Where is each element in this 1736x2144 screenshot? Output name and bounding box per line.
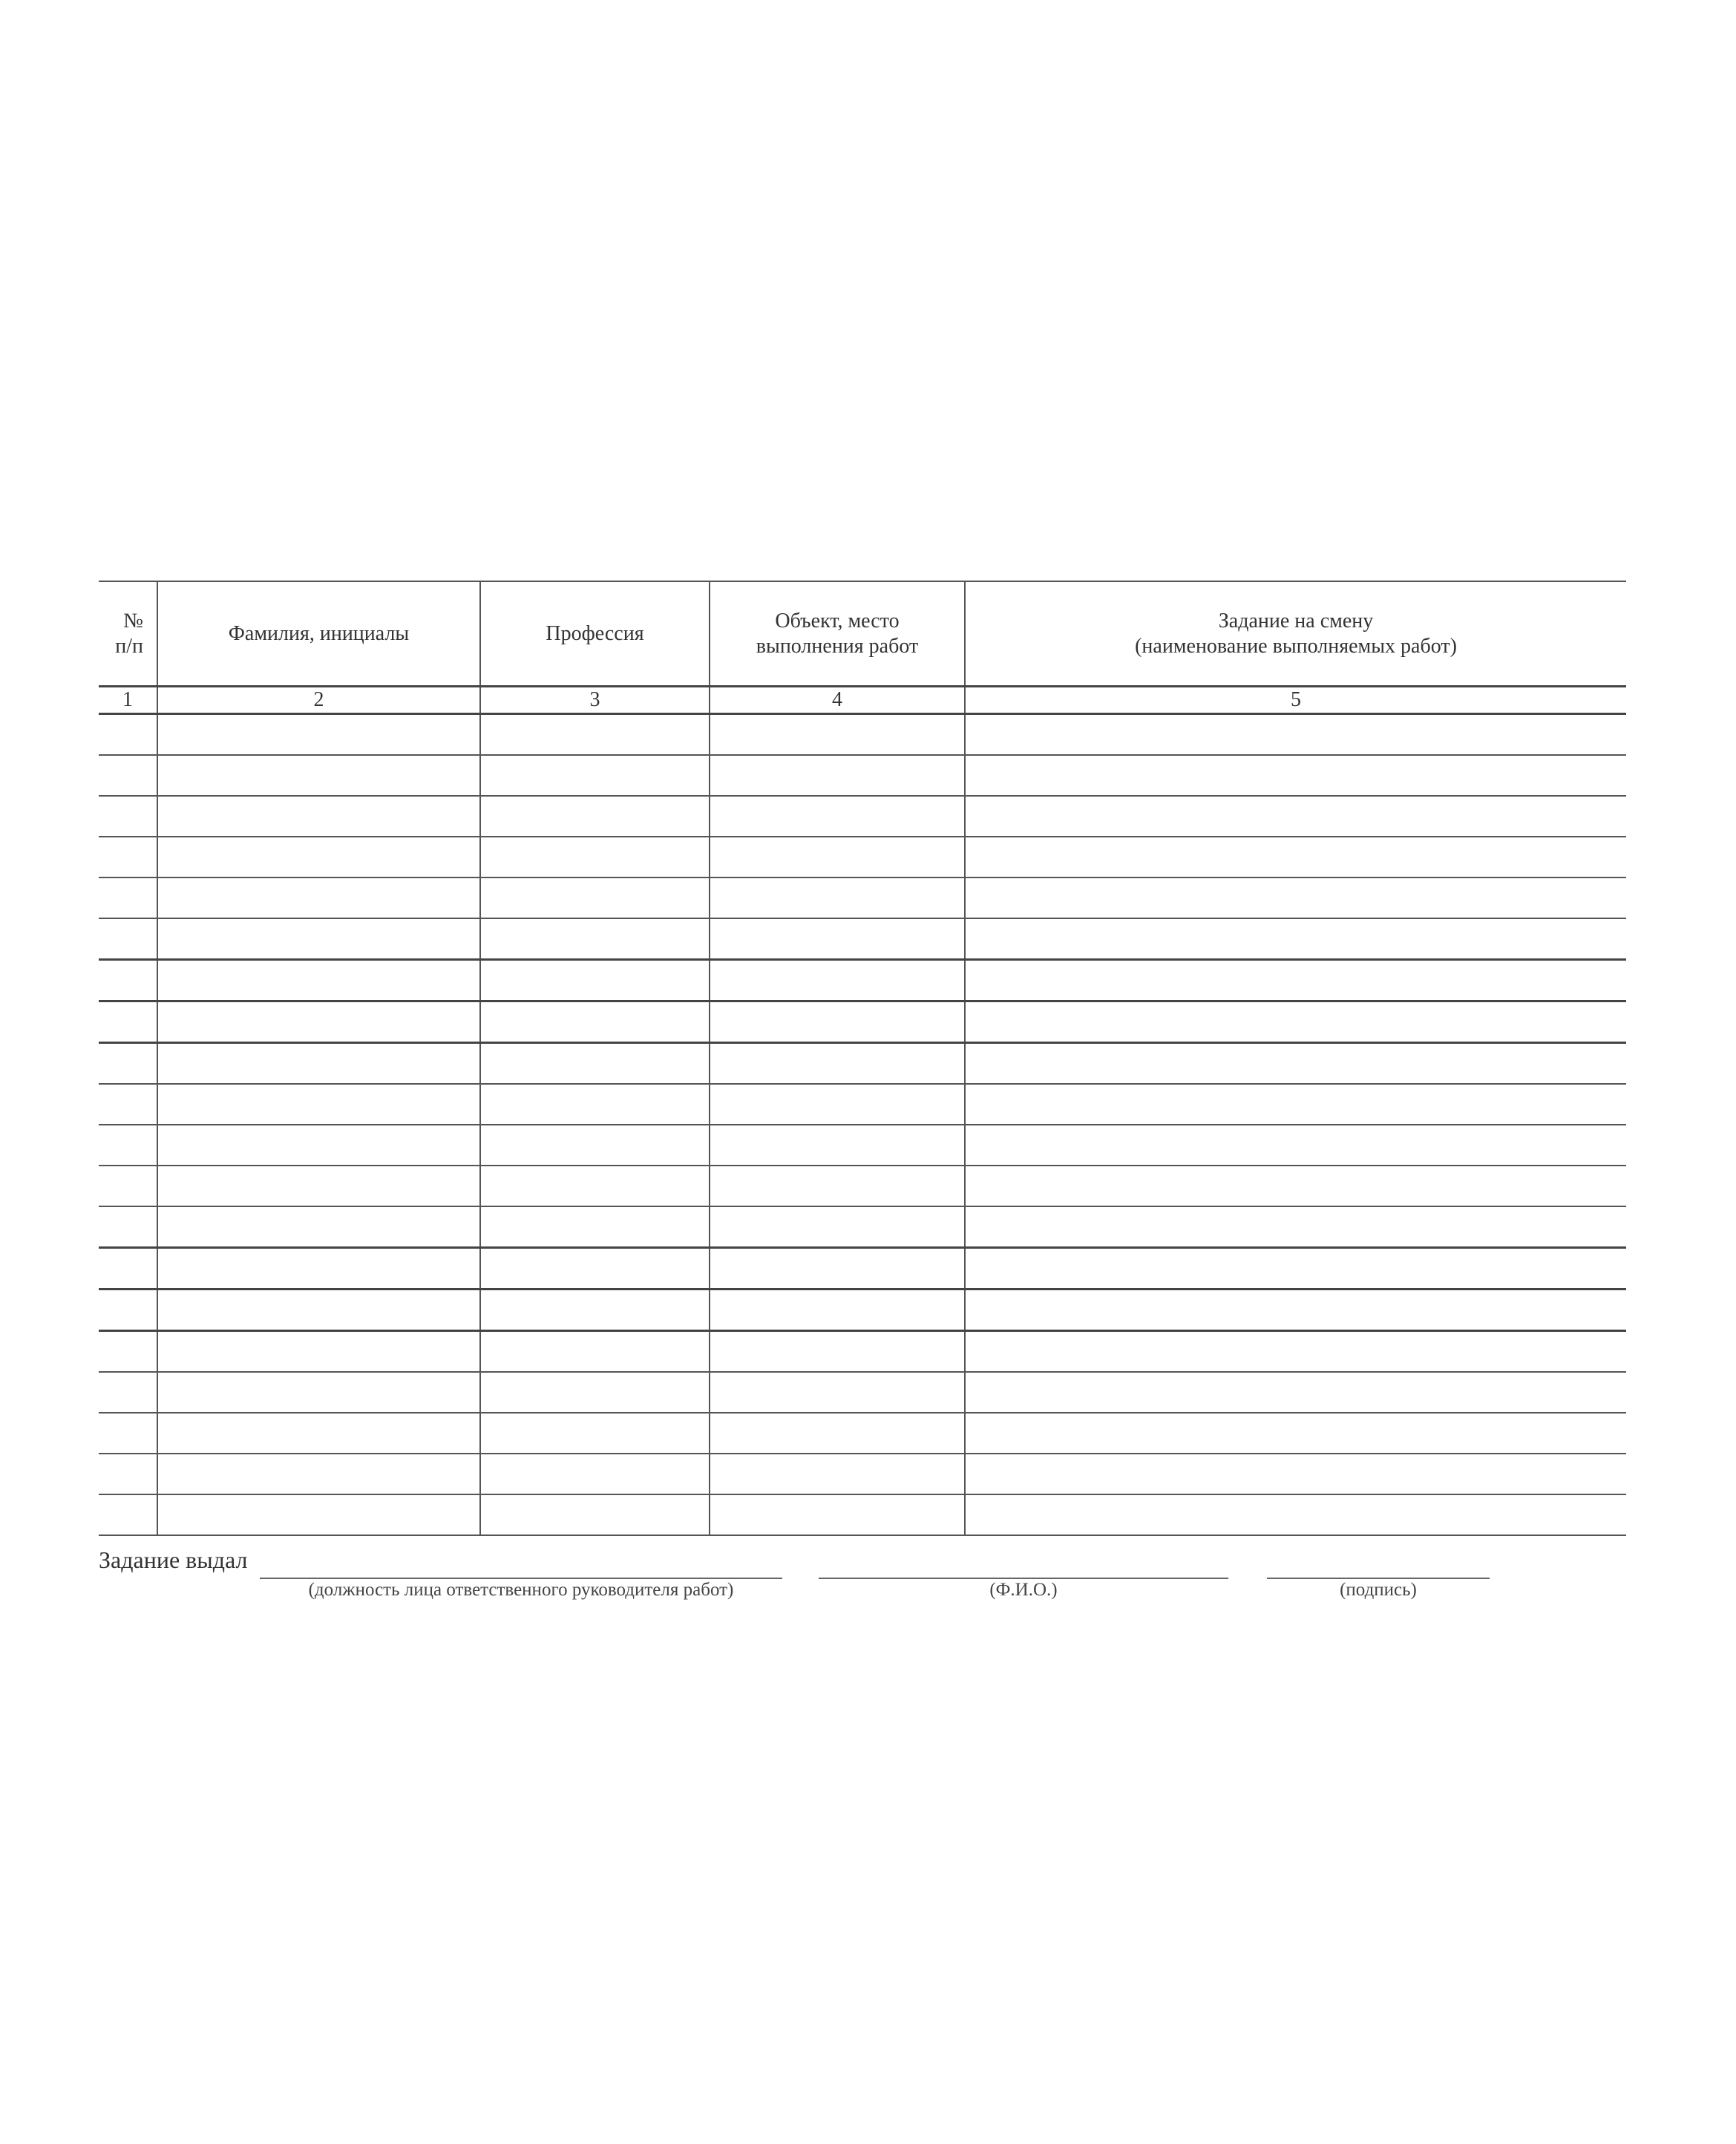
table-body bbox=[99, 714, 1626, 1536]
column-number: 1 bbox=[99, 687, 157, 714]
table-row bbox=[99, 1413, 1626, 1454]
table-cell[interactable] bbox=[157, 1125, 480, 1166]
table-cell[interactable] bbox=[965, 796, 1626, 837]
signature-line[interactable] bbox=[1267, 1578, 1490, 1579]
column-number-row bbox=[99, 687, 1626, 714]
assigned-by-label: Задание выдал bbox=[99, 1546, 248, 1573]
table-cell[interactable] bbox=[965, 837, 1626, 877]
table-row bbox=[99, 1001, 1626, 1043]
table-cell[interactable] bbox=[710, 1001, 965, 1043]
table-cell[interactable] bbox=[480, 1331, 710, 1373]
table-cell[interactable] bbox=[965, 1413, 1626, 1454]
table-cell[interactable] bbox=[965, 918, 1626, 960]
header-task: Задание на смену (наименование выполняемых работ) bbox=[965, 581, 1626, 687]
table-cell[interactable] bbox=[157, 796, 480, 837]
name-caption: (Ф.И.О.) bbox=[989, 1580, 1058, 1600]
table-cell[interactable] bbox=[480, 837, 710, 877]
table-cell[interactable] bbox=[157, 1001, 480, 1043]
table-cell[interactable] bbox=[710, 755, 965, 796]
table-cell[interactable] bbox=[99, 918, 157, 960]
table-cell[interactable] bbox=[157, 918, 480, 960]
table-cell[interactable] bbox=[480, 918, 710, 960]
table-cell[interactable] bbox=[710, 1290, 965, 1331]
table-cell[interactable] bbox=[157, 1494, 480, 1535]
table-cell[interactable] bbox=[480, 1206, 710, 1248]
table-row bbox=[99, 755, 1626, 796]
table-cell[interactable] bbox=[965, 1084, 1626, 1125]
table-cell[interactable] bbox=[480, 1001, 710, 1043]
table-cell[interactable] bbox=[99, 755, 157, 796]
table-row bbox=[99, 1206, 1626, 1248]
table-cell[interactable] bbox=[99, 1166, 157, 1206]
table-cell[interactable] bbox=[480, 1166, 710, 1206]
header-object: Объект, место выполнения работ bbox=[710, 581, 965, 687]
name-line[interactable] bbox=[819, 1578, 1228, 1579]
table-cell[interactable] bbox=[710, 1331, 965, 1373]
table-row bbox=[99, 918, 1626, 960]
table-cell[interactable] bbox=[480, 1248, 710, 1290]
table-cell[interactable] bbox=[480, 1290, 710, 1331]
table-cell[interactable] bbox=[710, 918, 965, 960]
table-row bbox=[99, 1125, 1626, 1166]
table-cell[interactable] bbox=[965, 877, 1626, 918]
table-row bbox=[99, 796, 1626, 837]
table-cell[interactable] bbox=[710, 877, 965, 918]
table-cell[interactable] bbox=[710, 796, 965, 837]
signature-caption: (подпись) bbox=[1340, 1580, 1417, 1600]
table-row bbox=[99, 1372, 1626, 1413]
table-cell[interactable] bbox=[710, 1084, 965, 1125]
table-cell[interactable] bbox=[157, 960, 480, 1001]
table-cell[interactable] bbox=[99, 1372, 157, 1413]
table-cell[interactable] bbox=[157, 1206, 480, 1248]
column-number: 3 bbox=[480, 687, 710, 714]
position-caption: (должность лица ответственного руководителя работ) bbox=[308, 1580, 734, 1600]
table-cell[interactable] bbox=[157, 837, 480, 877]
table-cell[interactable] bbox=[480, 1494, 710, 1535]
table-cell[interactable] bbox=[480, 1372, 710, 1413]
table-cell[interactable] bbox=[99, 1494, 157, 1535]
table-row bbox=[99, 1331, 1626, 1373]
table-cell[interactable] bbox=[710, 1454, 965, 1494]
table-cell[interactable] bbox=[99, 1206, 157, 1248]
table-cell[interactable] bbox=[99, 1248, 157, 1290]
table-cell[interactable] bbox=[710, 1166, 965, 1206]
table-cell[interactable] bbox=[157, 1454, 480, 1494]
table-cell[interactable] bbox=[480, 1043, 710, 1085]
table-cell[interactable] bbox=[965, 960, 1626, 1001]
table-cell[interactable] bbox=[157, 1166, 480, 1206]
table-row bbox=[99, 960, 1626, 1001]
table-row bbox=[99, 1166, 1626, 1206]
table-cell[interactable] bbox=[480, 960, 710, 1001]
table-cell[interactable] bbox=[710, 837, 965, 877]
table-cell[interactable] bbox=[480, 877, 710, 918]
table-cell[interactable] bbox=[965, 1290, 1626, 1331]
table-cell[interactable] bbox=[965, 1001, 1626, 1043]
table-cell[interactable] bbox=[480, 755, 710, 796]
table-row bbox=[99, 1290, 1626, 1331]
table-cell[interactable] bbox=[157, 1043, 480, 1085]
header-profession: Профессия bbox=[480, 581, 710, 687]
table-cell[interactable] bbox=[99, 837, 157, 877]
table-cell[interactable] bbox=[99, 1290, 157, 1331]
table-row bbox=[99, 1084, 1626, 1125]
table-cell[interactable] bbox=[710, 714, 965, 756]
table-row bbox=[99, 1494, 1626, 1535]
table-cell[interactable] bbox=[157, 714, 480, 756]
table-cell[interactable] bbox=[99, 877, 157, 918]
table-cell[interactable] bbox=[480, 1084, 710, 1125]
table-row bbox=[99, 1043, 1626, 1085]
table-cell[interactable] bbox=[99, 1454, 157, 1494]
table-cell[interactable] bbox=[965, 755, 1626, 796]
table-cell[interactable] bbox=[710, 1372, 965, 1413]
table-cell[interactable] bbox=[480, 1454, 710, 1494]
table-cell[interactable] bbox=[710, 1494, 965, 1535]
table-cell[interactable] bbox=[710, 1043, 965, 1085]
position-line[interactable] bbox=[260, 1578, 782, 1579]
table-cell[interactable] bbox=[99, 960, 157, 1001]
table-cell[interactable] bbox=[710, 960, 965, 1001]
table-cell[interactable] bbox=[99, 1125, 157, 1166]
header-number: № п/п bbox=[99, 581, 157, 687]
table-cell[interactable] bbox=[965, 1331, 1626, 1373]
table-row bbox=[99, 877, 1626, 918]
table-cell[interactable] bbox=[157, 1372, 480, 1413]
table-cell[interactable] bbox=[965, 1206, 1626, 1248]
table-cell[interactable] bbox=[710, 1206, 965, 1248]
table-cell[interactable] bbox=[965, 714, 1626, 756]
table-cell[interactable] bbox=[157, 755, 480, 796]
table-row bbox=[99, 714, 1626, 756]
table-cell[interactable] bbox=[99, 1413, 157, 1454]
table-cell[interactable] bbox=[157, 1084, 480, 1125]
table-cell[interactable] bbox=[480, 1413, 710, 1454]
table-cell[interactable] bbox=[157, 1248, 480, 1290]
table-cell[interactable] bbox=[710, 1413, 965, 1454]
table-row bbox=[99, 1454, 1626, 1494]
table-row bbox=[99, 837, 1626, 877]
table-cell[interactable] bbox=[99, 1043, 157, 1085]
table-cell[interactable] bbox=[157, 877, 480, 918]
table-cell[interactable] bbox=[480, 1125, 710, 1166]
table-cell[interactable] bbox=[480, 714, 710, 756]
table-cell[interactable] bbox=[965, 1043, 1626, 1085]
table-cell[interactable] bbox=[157, 1331, 480, 1373]
table-cell[interactable] bbox=[965, 1125, 1626, 1166]
header-name: Фамилия, инициалы bbox=[157, 581, 480, 687]
table-cell[interactable] bbox=[99, 714, 157, 756]
table-cell[interactable] bbox=[965, 1166, 1626, 1206]
column-number: 2 bbox=[157, 687, 480, 714]
column-number: 5 bbox=[965, 687, 1626, 714]
table-cell[interactable] bbox=[99, 796, 157, 837]
table-cell[interactable] bbox=[157, 1290, 480, 1331]
table-cell[interactable] bbox=[99, 1084, 157, 1125]
table-cell[interactable] bbox=[965, 1372, 1626, 1413]
table-row bbox=[99, 1248, 1626, 1290]
table-cell[interactable] bbox=[480, 796, 710, 837]
table-cell[interactable] bbox=[99, 1331, 157, 1373]
table-cell[interactable] bbox=[965, 1454, 1626, 1494]
table-cell[interactable] bbox=[965, 1248, 1626, 1290]
table-header-row bbox=[99, 581, 1626, 687]
table-cell[interactable] bbox=[157, 1413, 480, 1454]
column-number: 4 bbox=[710, 687, 965, 714]
work-assignment-table bbox=[99, 581, 1626, 1536]
table-cell[interactable] bbox=[710, 1248, 965, 1290]
table-cell[interactable] bbox=[710, 1125, 965, 1166]
table-cell[interactable] bbox=[99, 1001, 157, 1043]
table-cell[interactable] bbox=[965, 1494, 1626, 1535]
